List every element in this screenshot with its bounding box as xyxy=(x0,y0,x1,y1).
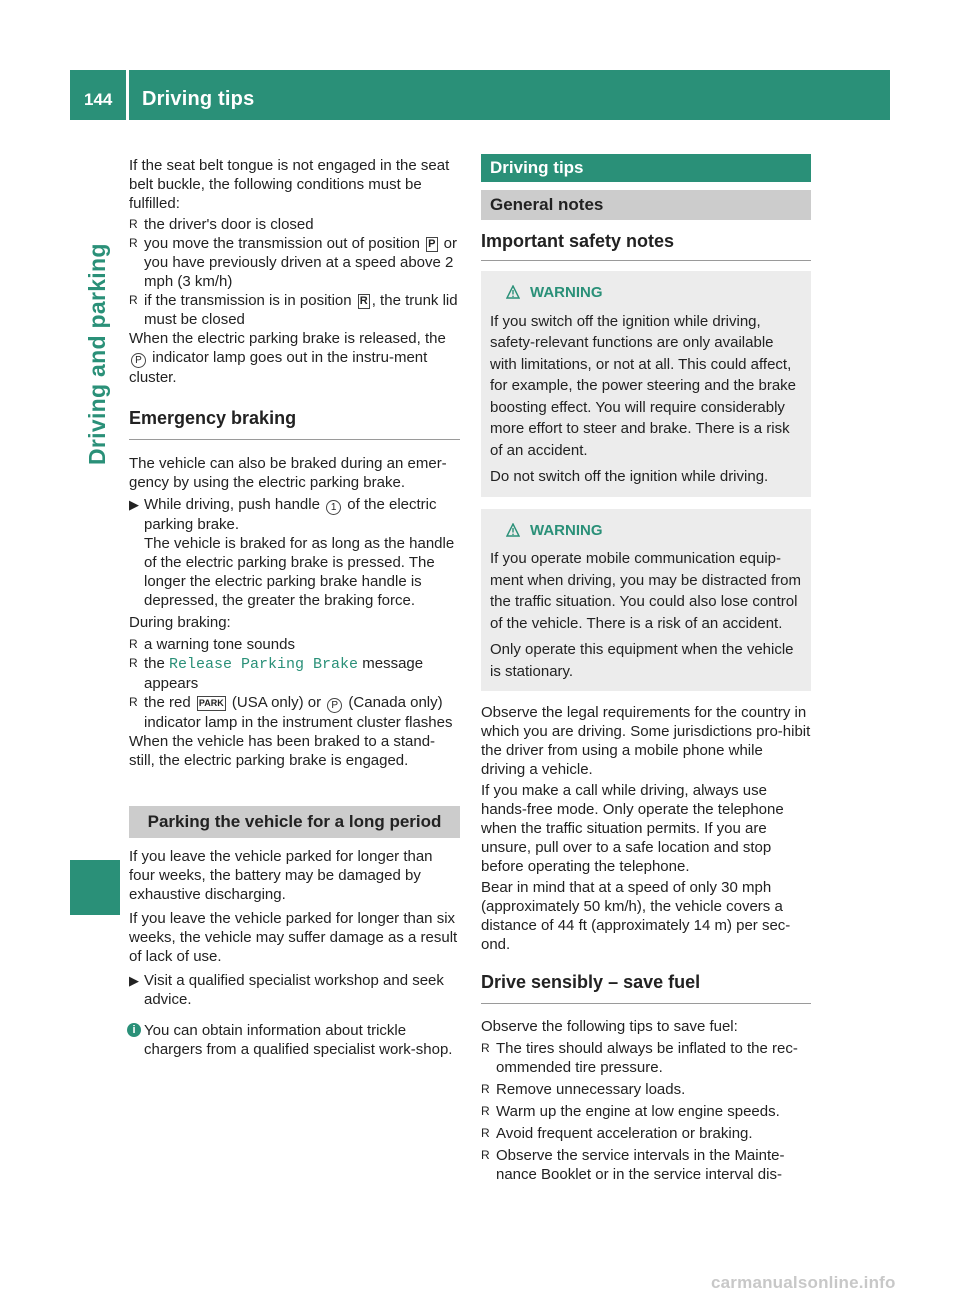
warning-text: Do not switch off the ignition while driving. xyxy=(490,468,769,485)
warning-label: WARNING xyxy=(530,284,603,301)
info-note xyxy=(129,1021,460,1059)
chapter-tab-marker xyxy=(70,860,120,915)
page-title: Driving tips xyxy=(142,88,255,110)
list-item-text: the xyxy=(144,655,170,672)
text: indicator lamp goes out in the instru-ment cluster. xyxy=(129,349,428,386)
left-column xyxy=(129,156,460,1059)
warning-box xyxy=(481,271,811,497)
list-item xyxy=(481,1039,811,1077)
warning-label: WARNING xyxy=(530,521,603,539)
parking-brake-lamp-icon: P xyxy=(131,353,146,368)
list-item-text: Warm up the engine at low engine speeds. xyxy=(496,1103,780,1120)
info-text: You can obtain information about trickle chargers from a qualified specialist work-shop. xyxy=(144,1022,453,1058)
bullet-icon: R xyxy=(129,656,138,670)
chapter-side-label: Driving and parking xyxy=(84,243,110,465)
list-item-text: Observe the service intervals in the Mainte-nance Booklet or in the service interval dis- xyxy=(496,1147,785,1183)
list-item xyxy=(481,1102,811,1121)
right-column xyxy=(481,154,811,1184)
call-paragraph: If you make a call while driving, always use hands-free mode. Only operate the telephone when the traffic situation permits. If you are unsure, pull over to a safe location and stop before operating the telephone. xyxy=(481,782,784,875)
parking-brake-lamp-icon: P xyxy=(327,698,342,713)
list-item-text: or you have previously driven at a speed above 2 mph (3 km/h) xyxy=(144,235,458,290)
bullet-icon: R xyxy=(481,1041,490,1055)
bullet-icon: R xyxy=(129,293,138,307)
list-item xyxy=(129,693,460,732)
emergency-braking-heading: Emergency braking xyxy=(129,407,460,440)
bullet-icon: R xyxy=(481,1126,490,1140)
text: When the electric parking brake is released, the xyxy=(129,330,446,347)
bullet-icon: R xyxy=(481,1082,490,1096)
bullet-icon: R xyxy=(129,236,138,250)
step-text: Visit a qualified specialist workshop and seek advice. xyxy=(144,972,444,1008)
gear-p-icon: P xyxy=(428,238,436,250)
safety-notes-heading: Important safety notes xyxy=(481,230,811,261)
list-item-text: Remove unnecessary loads. xyxy=(496,1081,686,1098)
list-item xyxy=(481,1146,811,1184)
step-text: While driving, push handle xyxy=(144,496,325,513)
list-item-text: a warning tone sounds xyxy=(144,636,295,653)
during-braking-label: During braking: xyxy=(129,614,231,631)
general-notes-heading: General notes xyxy=(481,190,811,220)
header-divider xyxy=(126,70,129,120)
list-item-text: Avoid frequent acceleration or braking. xyxy=(496,1125,753,1142)
list-item xyxy=(129,291,460,329)
list-item-text: (USA only) or xyxy=(227,694,326,711)
released-paragraph xyxy=(129,329,460,387)
park-lamp-icon: PARK xyxy=(197,696,226,711)
bullet-icon: R xyxy=(481,1104,490,1118)
step-arrow-icon: ▶ xyxy=(129,973,139,988)
bullet-icon: R xyxy=(129,217,138,231)
list-item xyxy=(129,654,460,693)
list-item-text: the red xyxy=(144,694,195,711)
speed-paragraph: Bear in mind that at a speed of only 30 mph (approximately 50 km/h), the vehicle covers a distance of 44 ft (approximately 14 m) per sec-ond. xyxy=(481,879,791,953)
display-message: Release Parking Brake xyxy=(169,656,359,673)
list-item-text: the driver's door is closed xyxy=(144,216,314,233)
seat-belt-intro: If the seat belt tongue is not engaged in the seat belt buckle, the following conditions must be fulfilled: xyxy=(129,157,450,212)
bullet-icon: R xyxy=(481,1148,490,1162)
list-item-text: message appears xyxy=(144,655,424,692)
info-icon: i xyxy=(127,1023,141,1037)
parking-heading: Parking the vehicle for a long period xyxy=(129,806,460,838)
section-title-bar: Driving tips xyxy=(481,154,811,182)
step-text: of the electric parking brake. xyxy=(144,496,437,533)
emergency-intro: The vehicle can also be braked during an emer-gency by using the electric parking brake. xyxy=(129,455,447,491)
standstill-paragraph: When the vehicle has been braked to a stand-still, the electric parking brake is engaged. xyxy=(129,733,436,769)
fuel-heading: Drive sensibly – save fuel xyxy=(481,971,811,1004)
fuel-intro: Observe the following tips to save fuel: xyxy=(481,1018,738,1035)
list-item xyxy=(481,1124,811,1143)
warning-header xyxy=(506,282,802,304)
bullet-icon: R xyxy=(129,695,138,709)
warning-text: Only operate this equipment when the vehicle is stationary. xyxy=(490,641,794,680)
warning-text: If you operate mobile communication equip-ment when driving, you may be distracted from the traffic situation. You could also lose control of the vehicle. There is a risk of an accident. xyxy=(490,550,801,632)
gear-r-icon: R xyxy=(359,295,368,307)
page-number: 144 xyxy=(84,90,113,109)
warning-box xyxy=(481,509,811,692)
bullet-icon: R xyxy=(129,637,138,651)
parking-paragraph-1: If you leave the vehicle parked for longer than four weeks, the battery may be damaged by exhaustive discharging. xyxy=(129,848,433,903)
callout-number-icon: 1 xyxy=(326,500,341,515)
warning-triangle-icon xyxy=(506,285,520,299)
warning-triangle-icon xyxy=(506,523,520,537)
warning-text: If you switch off the ignition while driving, safety-relevant functions are only available with limitations, or not at all. This could affect, for example, the power steering and the brake boosting effect. You will require considerably more effort to steer and brake. There is a risk of an accident. xyxy=(490,312,797,459)
legal-paragraph: Observe the legal requirements for the country in which you are driving. Some jurisdictions pro-hibit the driver from using a mobile phone while driving a vehicle. xyxy=(481,704,811,778)
list-item xyxy=(481,1080,811,1099)
list-item-text: , the trunk lid must be closed xyxy=(144,292,458,328)
step-arrow-icon: ▶ xyxy=(129,497,139,512)
list-item-text: if the transmission is in position xyxy=(144,292,356,309)
instruction-step xyxy=(129,971,460,1009)
list-item-text: (Canada only) indicator lamp in the instrument cluster flashes xyxy=(144,694,453,731)
step-detail: The vehicle is braked for as long as the handle of the electric parking brake is pressed. The longer the electric parking brake handle is depressed, the greater the braking force. xyxy=(144,535,455,609)
list-item xyxy=(129,635,460,654)
list-item-text: The tires should always be inflated to the rec-ommended tire pressure. xyxy=(496,1040,798,1076)
watermark-logo: carmanualsonline.info xyxy=(711,1273,896,1292)
list-item xyxy=(129,215,460,234)
list-item xyxy=(129,234,460,291)
instruction-step xyxy=(129,495,460,610)
list-item-text: you move the transmission out of position xyxy=(144,235,425,252)
warning-header xyxy=(506,520,802,542)
parking-paragraph-2: If you leave the vehicle parked for longer than six weeks, the vehicle may suffer damage as a result of lack of use. xyxy=(129,910,458,965)
